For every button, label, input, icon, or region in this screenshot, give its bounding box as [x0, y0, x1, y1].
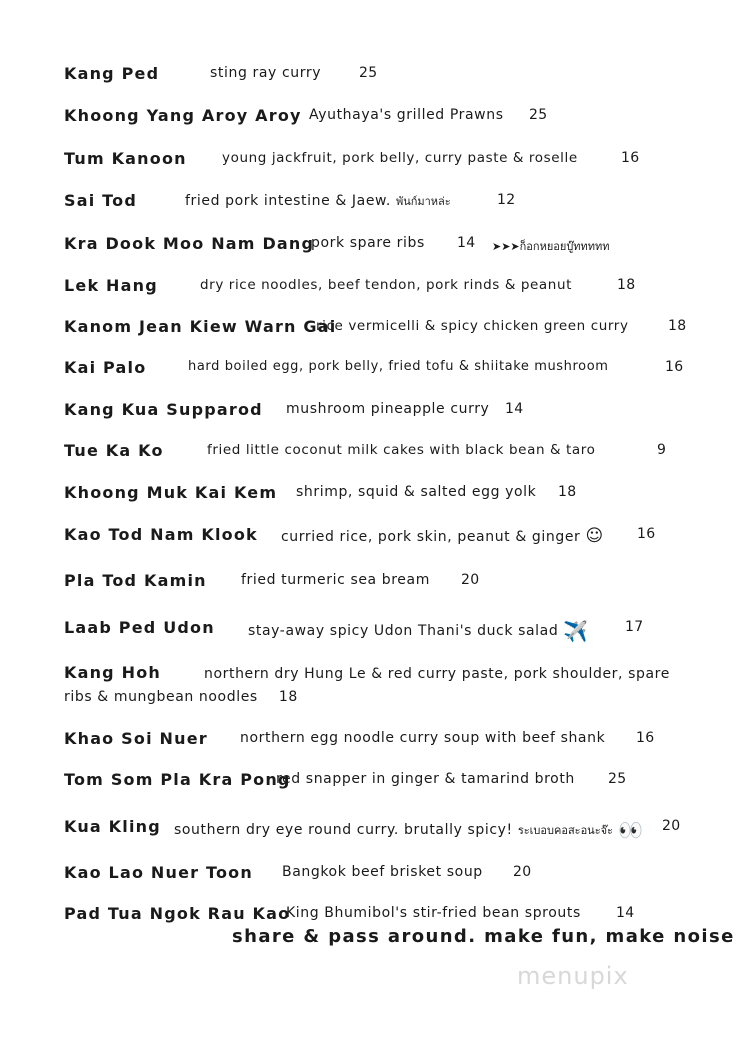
dish-name: Kanom Jean Kiew Warn Gai — [64, 317, 337, 336]
dish-description-text: fried pork intestine & Jaew. — [185, 193, 391, 209]
dish-name: Khao Soi Nuer — [64, 729, 208, 748]
dish-description: Ayuthaya's grilled Prawns — [309, 107, 504, 123]
dish-price: 20 — [461, 572, 480, 588]
dish-description: rice vermicelli & spicy chicken green curry — [316, 318, 629, 334]
dish-name: Tum Kanoon — [64, 149, 187, 168]
dish-note: ➤➤➤ก็อกหยอยบู๊ททททท — [492, 240, 610, 253]
smiley-icon: ☺ — [585, 526, 604, 546]
dish-price: 16 — [621, 150, 640, 166]
dish-name: Tue Ka Ko — [64, 441, 164, 460]
dish-price: 17 — [625, 619, 644, 635]
dish-price: 9 — [657, 442, 667, 458]
dish-description: hard boiled egg, pork belly, fried tofu & shiitake mushroom — [188, 359, 609, 374]
dish-name: Sai Tod — [64, 191, 138, 210]
dish-price: 14 — [457, 235, 476, 251]
watermark-logo: menupix — [517, 962, 629, 990]
dish-name: Tom Som Pla Kra Pong — [64, 770, 291, 789]
dish-description — [248, 619, 589, 643]
dish-price: 18 — [558, 484, 577, 500]
dish-price: 14 — [505, 401, 524, 417]
menu-tagline: share & pass around. make fun, make noise — [232, 926, 735, 947]
eyes-icon: 👀 — [618, 818, 644, 842]
dish-name: Khoong Yang Aroy Aroy — [64, 106, 302, 125]
menu-item — [64, 663, 714, 711]
dish-description — [174, 818, 644, 842]
dish-price: 25 — [529, 107, 548, 123]
dish-description: mushroom pineapple curry — [286, 401, 490, 417]
dish-price: 18 — [278, 689, 298, 705]
dish-description — [185, 192, 451, 210]
dish-name: Kang Ped — [64, 64, 160, 83]
dish-description — [281, 526, 604, 546]
dish-price: 16 — [665, 359, 684, 375]
dish-name: Lek Hang — [64, 276, 158, 295]
dish-name: Khoong Muk Kai Kem — [64, 483, 278, 502]
dish-description: sting ray curry — [210, 65, 322, 81]
dish-description: fried turmeric sea bream — [241, 572, 430, 588]
dish-description: shrimp, squid & salted egg yolk — [296, 484, 537, 500]
dish-description-text: stay-away spicy Udon Thani's duck salad — [248, 623, 559, 639]
dish-description-text: northern dry Hung Le & red curry paste, pork shoulder, spare ribs & mungbean noodles — [64, 666, 670, 705]
dish-name: Kang Hoh — [64, 663, 161, 682]
dish-price: 14 — [616, 905, 635, 921]
dish-note: ระเบอบคอสะอนะจ๊ะ — [517, 824, 613, 837]
dish-name: Kua Kling — [64, 817, 161, 836]
dish-price: 18 — [668, 318, 687, 334]
dish-description: fried little coconut milk cakes with black bean & taro — [207, 442, 596, 458]
dish-name: Pla Tod Kamin — [64, 571, 207, 590]
dish-price: 20 — [662, 818, 681, 834]
dish-description-text: curried rice, pork skin, peanut & ginger — [281, 529, 581, 545]
dish-description: young jackfruit, pork belly, curry paste & roselle — [222, 150, 578, 166]
dish-name: Laab Ped Udon — [64, 618, 215, 637]
dish-name: Kra Dook Moo Nam Dang — [64, 234, 315, 253]
dish-description: dry rice noodles, beef tendon, pork rinds & peanut — [200, 277, 572, 293]
dish-note: พันก์มาหล่ะ — [395, 195, 451, 208]
dish-name: Kang Kua Supparod — [64, 400, 263, 419]
dish-price: 16 — [636, 730, 655, 746]
dish-price: 25 — [608, 771, 627, 787]
dish-name: Kao Tod Nam Klook — [64, 525, 258, 544]
dish-description: Bangkok beef brisket soup — [282, 864, 483, 880]
airplane-icon: ✈️ — [563, 619, 589, 643]
dish-price: 12 — [497, 192, 516, 208]
dish-description: red snapper in ginger & tamarind broth — [276, 771, 575, 787]
dish-description-text: southern dry eye round curry. brutally spicy! — [174, 822, 513, 838]
dish-price: 20 — [513, 864, 532, 880]
dish-description: pork spare ribs — [311, 235, 425, 251]
dish-price: 25 — [359, 65, 378, 81]
dish-price: 16 — [637, 526, 656, 542]
dish-name: Kai Palo — [64, 358, 147, 377]
dish-description: northern egg noodle curry soup with beef shank — [240, 730, 606, 746]
dish-name: Pad Tua Ngok Rau Kao — [64, 904, 291, 923]
dish-description — [64, 663, 684, 709]
dish-description: King Bhumibol's stir-fried bean sprouts — [286, 905, 581, 921]
dish-name: Kao Lao Nuer Toon — [64, 863, 253, 882]
dish-price: 18 — [617, 277, 636, 293]
